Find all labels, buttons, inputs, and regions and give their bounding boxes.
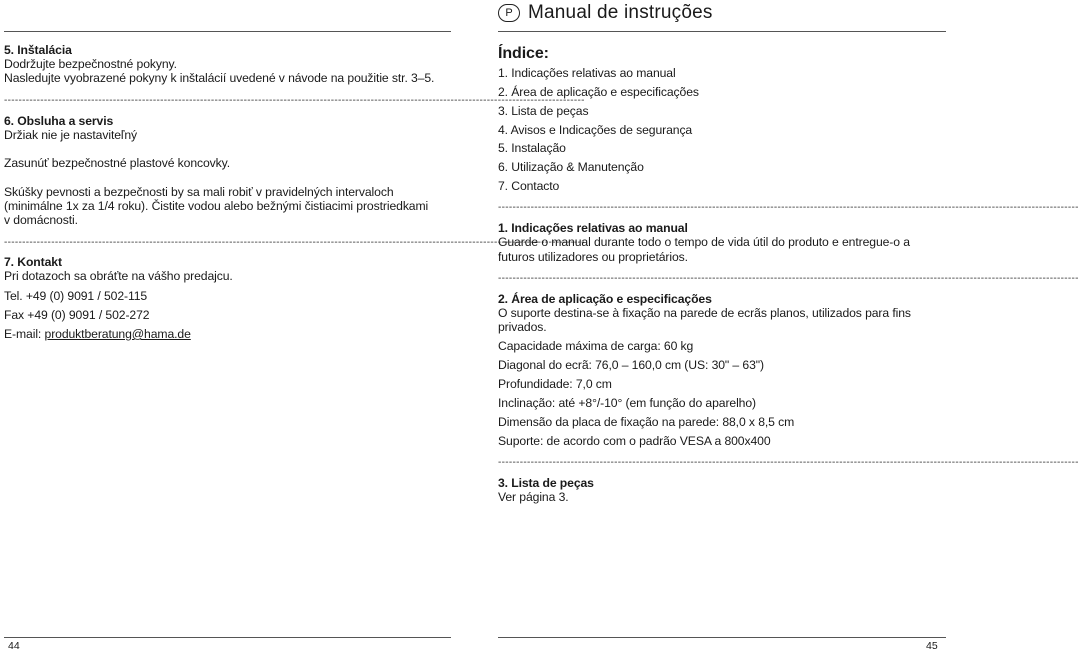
manual-title: Manual de instruções — [528, 2, 713, 23]
section-6-line: Zasunúť bezpečnostné plastové koncovky. — [4, 156, 231, 170]
contact-email-row — [4, 327, 451, 341]
index-item: 5. Instalação — [498, 141, 566, 155]
left-footer-rule — [4, 637, 451, 638]
section-6-line: (minimálne 1x za 1/4 roku). Čistite vodou alebo bežnými čistiacimi prostriedkami — [4, 199, 429, 213]
language-badge: P — [498, 4, 520, 22]
section-2-line: O suporte destina-se à fixação na parede de ecrãs planos, utilizados para fins — [498, 306, 911, 320]
dashed-divider: ---------------------------------------------------------------------------------------------------------------------------------------------------------------- — [4, 95, 585, 106]
page-number-right: 45 — [926, 640, 938, 652]
contact-phone: Tel. +49 (0) 9091 / 502-115 — [4, 289, 148, 303]
email-link[interactable]: produktberatung@hama.de — [44, 327, 191, 341]
dashed-divider: ---------------------------------------------------------------------------------------------------------------------------------------------------------------- — [498, 457, 1079, 468]
page-number-left: 44 — [8, 640, 20, 652]
section-2-heading: 2. Área de aplicação e especificações — [498, 292, 712, 306]
spec-item: Inclinação: até +8°/-10° (em função do aparelho) — [498, 396, 756, 410]
index-item: 6. Utilização & Manutenção — [498, 160, 644, 174]
email-label: E-mail: — [4, 327, 45, 341]
index-item: 3. Lista de peças — [498, 104, 589, 118]
dashed-divider: ---------------------------------------------------------------------------------------------------------------------------------------------------------------- — [4, 237, 585, 248]
dashed-divider: ---------------------------------------------------------------------------------------------------------------------------------------------------------------- — [498, 273, 1079, 284]
spec-item: Suporte: de acordo com o padrão VESA a 800x400 — [498, 434, 771, 448]
section-5-line: Nasledujte vyobrazené pokyny k inštalácií uvedené v návode na použitie str. 3–5. — [4, 71, 435, 85]
section-1-line: futuros utilizadores ou proprietários. — [498, 250, 688, 264]
section-7-heading: 7. Kontakt — [4, 255, 62, 269]
index-item: 7. Contacto — [498, 179, 560, 193]
section-6-heading: 6. Obsluha a servis — [4, 114, 114, 128]
section-5-heading: 5. Inštalácia — [4, 43, 72, 57]
section-3-line: Ver página 3. — [498, 490, 569, 504]
spec-item: Profundidade: 7,0 cm — [498, 377, 612, 391]
index-title: Índice: — [498, 45, 549, 62]
section-6-line: Skúšky pevnosti a bezpečnosti by sa mali robiť v pravidelných intervaloch — [4, 185, 394, 199]
section-2-line: privados. — [498, 320, 547, 334]
spec-item: Capacidade máxima de carga: 60 kg — [498, 339, 694, 353]
section-1-line: Guarde o manual durante todo o tempo de vida útil do produto e entregue-o a — [498, 235, 910, 249]
spec-item: Dimensão da placa de fixação na parede: 88,0 x 8,5 cm — [498, 415, 795, 429]
right-footer-rule — [498, 637, 946, 638]
contact-fax: Fax +49 (0) 9091 / 502-272 — [4, 308, 150, 322]
header-rule — [498, 31, 946, 32]
section-3-heading: 3. Lista de peças — [498, 476, 594, 490]
dashed-divider: ---------------------------------------------------------------------------------------------------------------------------------------------------------------- — [498, 202, 1079, 213]
index-item: 1. Indicações relativas ao manual — [498, 66, 676, 80]
section-6-line: Držiak nie je nastaviteľný — [4, 128, 138, 142]
index-item: 4. Avisos e Indicações de segurança — [498, 123, 693, 137]
section-5-line: Dodržujte bezpečnostné pokyny. — [4, 57, 177, 71]
left-top-rule — [4, 31, 451, 32]
section-1-heading: 1. Indicações relativas ao manual — [498, 221, 688, 235]
contact-line: Pri dotazoch sa obráťte na vášho predajcu. — [4, 269, 233, 283]
section-6-line: v domácnosti. — [4, 213, 78, 227]
index-item: 2. Área de aplicação e especificações — [498, 85, 699, 99]
manual-header — [498, 2, 713, 24]
spec-item: Diagonal do ecrã: 76,0 – 160,0 cm (US: 30" – 63") — [498, 358, 764, 372]
